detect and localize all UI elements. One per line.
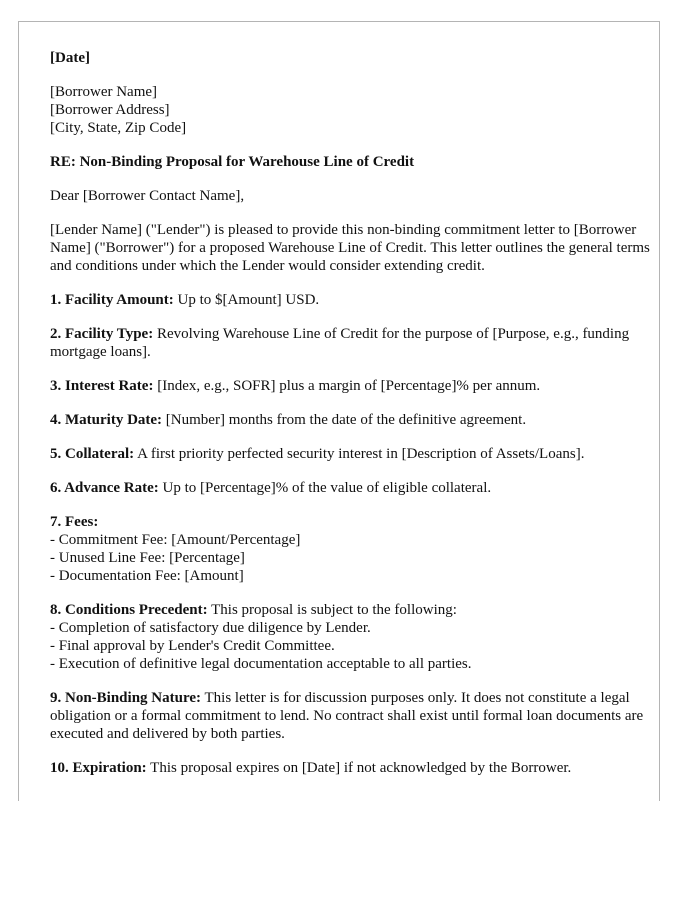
fee-item: - Commitment Fee: [Amount/Percentage]	[50, 532, 301, 548]
recipient-name: [Borrower Name]	[50, 84, 158, 100]
fee-item: - Unused Line Fee: [Percentage]	[50, 550, 245, 566]
section-collateral: 5. Collateral: A first priority perfected security interest in [Description of Assets/Loans].	[50, 446, 585, 462]
section-expiration: 10. Expiration: This proposal expires on [Date] if not acknowledged by the Borrower.	[50, 760, 572, 776]
section-non-binding-nature: 9. Non-Binding Nature: This letter is for discussion purposes only. It does not constitute a legal obligation or a formal commitment to lend. No contract shall exist until formal loan documents are executed and delivered by both parties.	[50, 690, 644, 742]
salutation: Dear [Borrower Contact Name],	[50, 188, 245, 204]
section-fees	[50, 513, 650, 585]
letter-content	[50, 49, 650, 793]
letter-date: [Date]	[50, 50, 90, 66]
fees-heading: 7. Fees:	[50, 514, 99, 530]
recipient-city: [City, State, Zip Code]	[50, 120, 187, 136]
conditions-heading: 8. Conditions Precedent: This proposal is subject to the following:	[50, 602, 457, 618]
section-facility-type: 2. Facility Type: Revolving Warehouse Line of Credit for the purpose of [Purpose, e.g., funding mortgage loans].	[50, 326, 630, 360]
section-facility-amount: 1. Facility Amount: Up to $[Amount] USD.	[50, 292, 320, 308]
fee-item: - Documentation Fee: [Amount]	[50, 568, 244, 584]
recipient-address-line: [Borrower Address]	[50, 102, 170, 118]
recipient-address	[50, 83, 650, 137]
section-interest-rate: 3. Interest Rate: [Index, e.g., SOFR] plus a margin of [Percentage]% per annum.	[50, 378, 541, 394]
section-advance-rate: 6. Advance Rate: Up to [Percentage]% of the value of eligible collateral.	[50, 480, 492, 496]
section-maturity-date: 4. Maturity Date: [Number] months from the date of the definitive agreement.	[50, 412, 527, 428]
condition-item: - Execution of definitive legal documentation acceptable to all parties.	[50, 656, 472, 672]
condition-item: - Completion of satisfactory due diligence by Lender.	[50, 620, 371, 636]
letter-page	[18, 21, 660, 801]
condition-item: - Final approval by Lender's Credit Committee.	[50, 638, 335, 654]
section-conditions-precedent	[50, 601, 650, 673]
intro-paragraph: [Lender Name] ("Lender") is pleased to provide this non-binding commitment letter to [Borrower Name] ("Borrower") for a proposed Warehouse Line of Credit. This letter outlines the general terms and conditions under which the Lender would consider extending credit.	[50, 222, 650, 274]
subject-line: RE: Non-Binding Proposal for Warehouse Line of Credit	[50, 154, 415, 170]
